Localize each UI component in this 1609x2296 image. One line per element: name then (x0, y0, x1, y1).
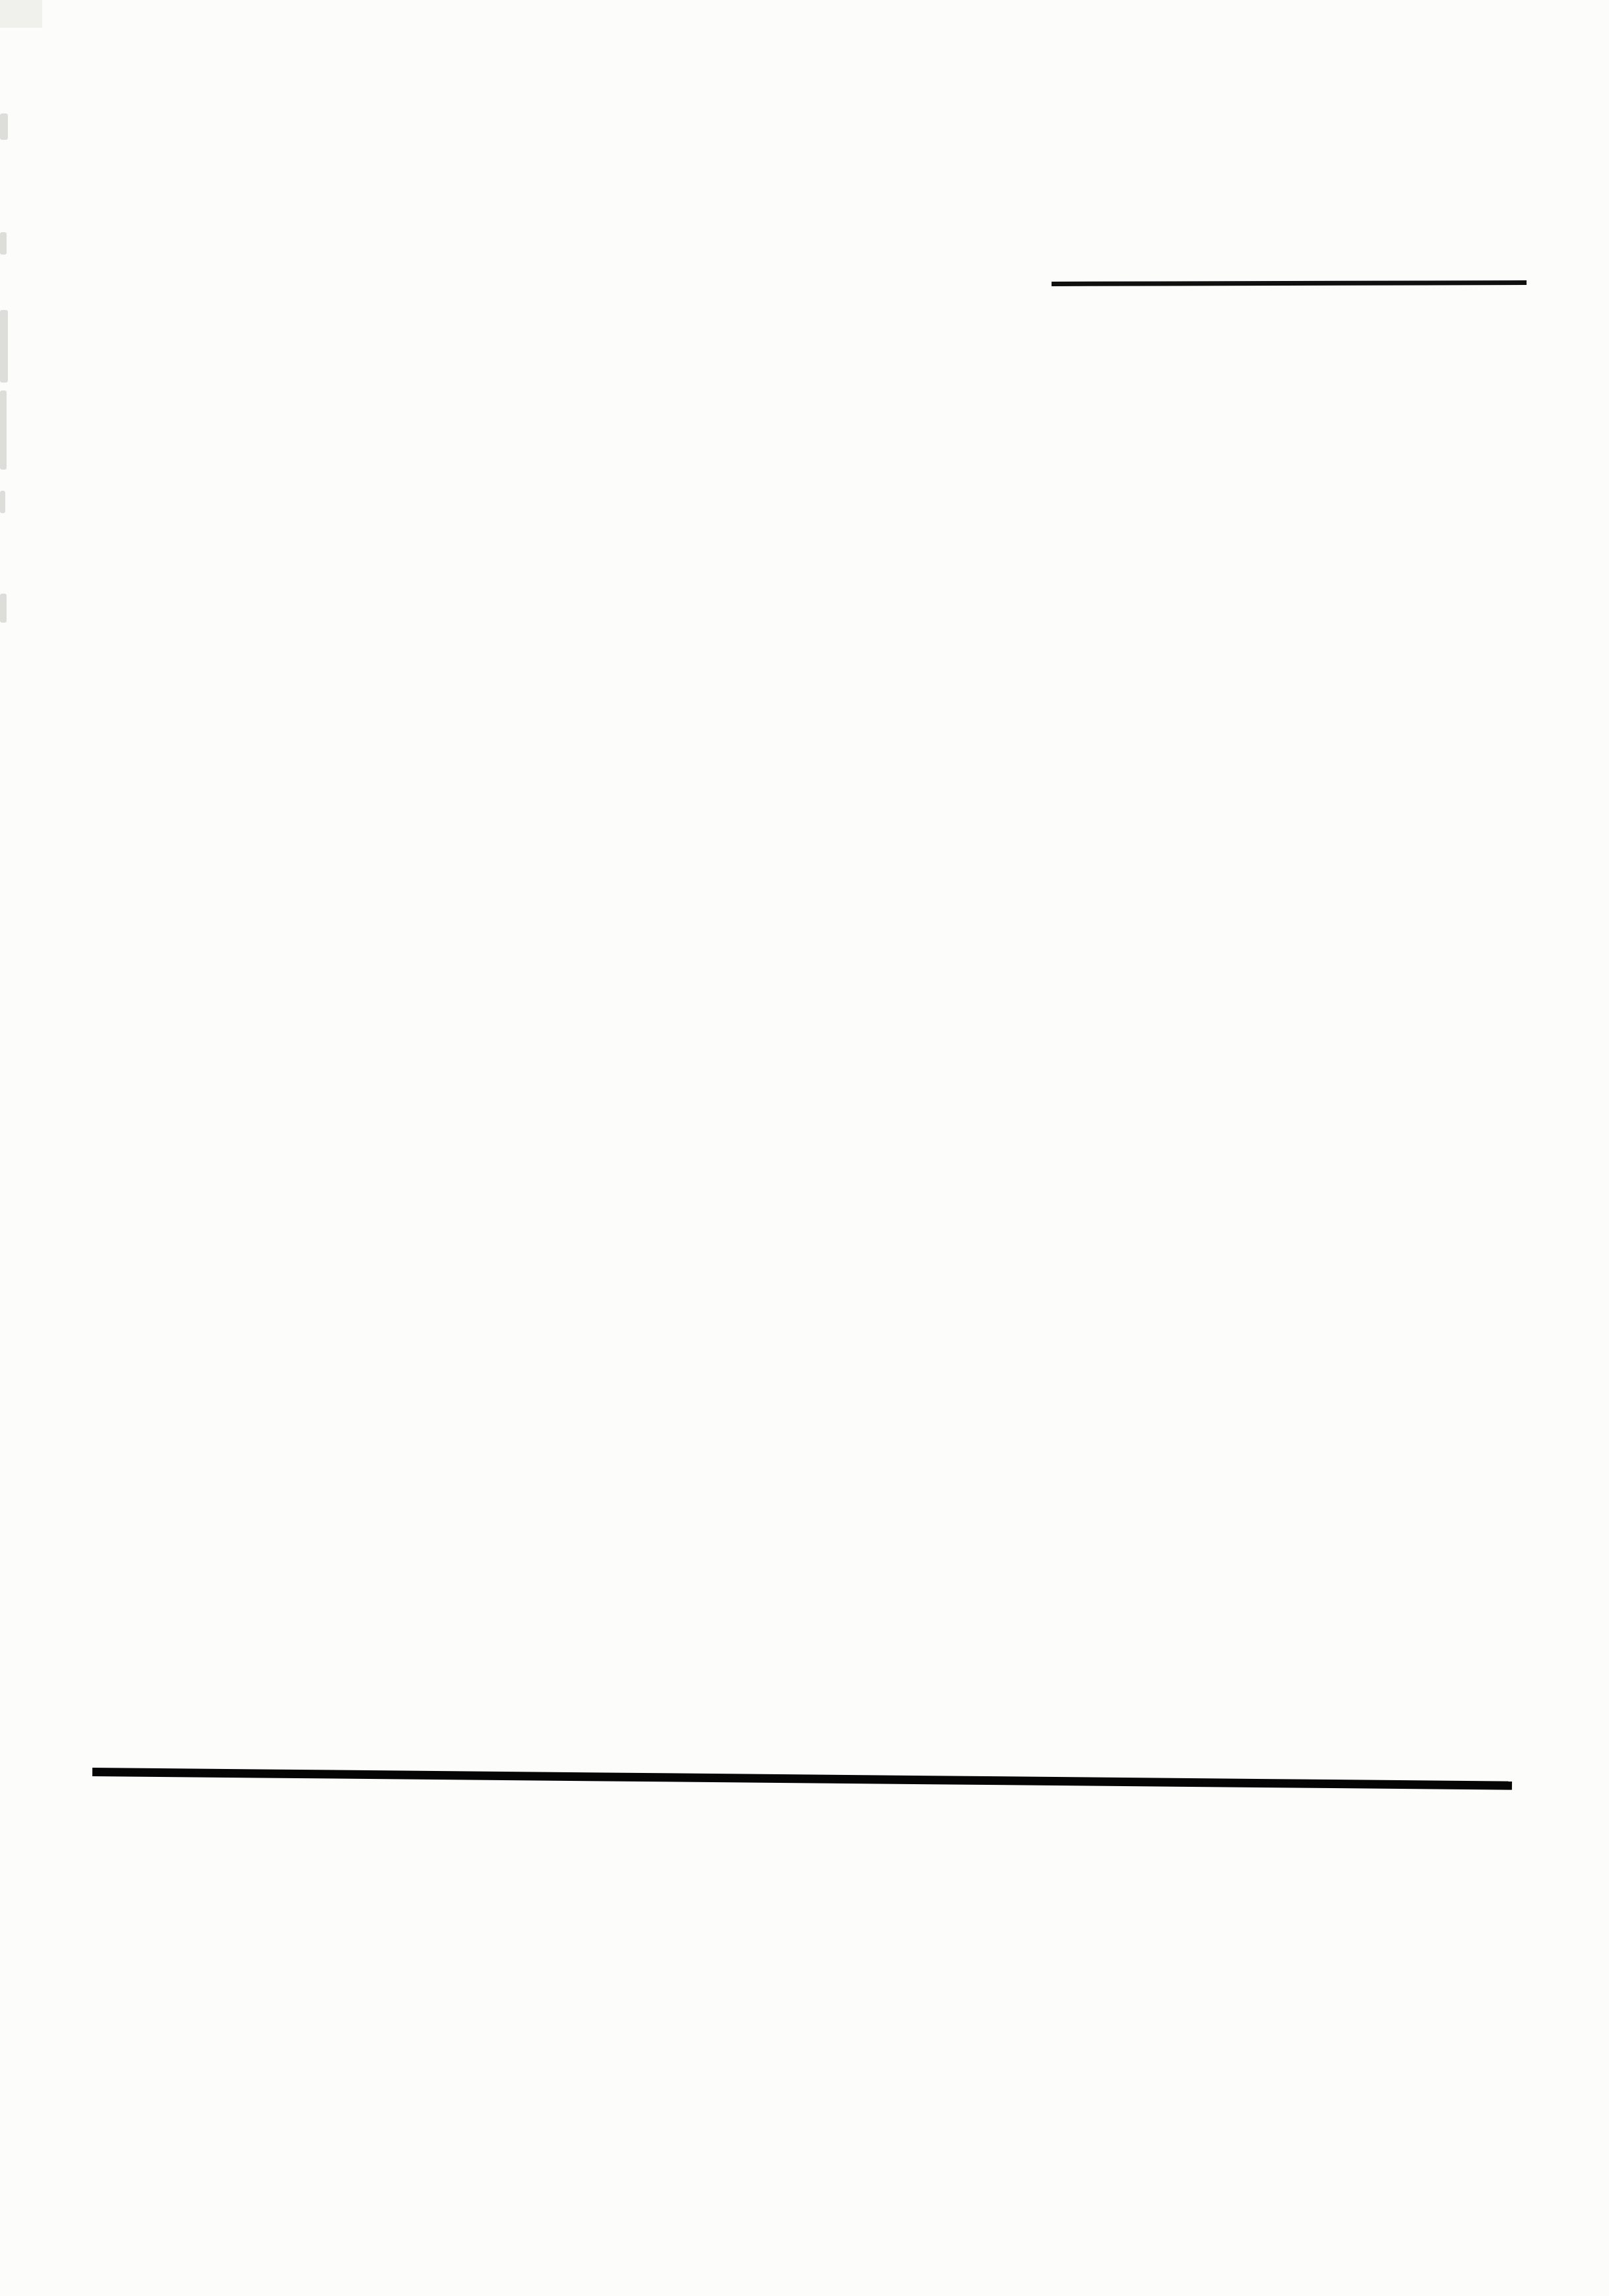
scan-artifact (0, 232, 7, 255)
ad-address-line2 (520, 2156, 581, 2198)
ranking-column-left (99, 0, 798, 1781)
scan-artifact (0, 390, 7, 470)
ranking-column-right (818, 0, 1546, 1781)
scan-artifact (0, 113, 8, 140)
scan-artifact (0, 0, 42, 28)
scan-artifact (0, 310, 8, 383)
scan-artifact (0, 491, 5, 513)
scan-artifact (0, 594, 7, 623)
